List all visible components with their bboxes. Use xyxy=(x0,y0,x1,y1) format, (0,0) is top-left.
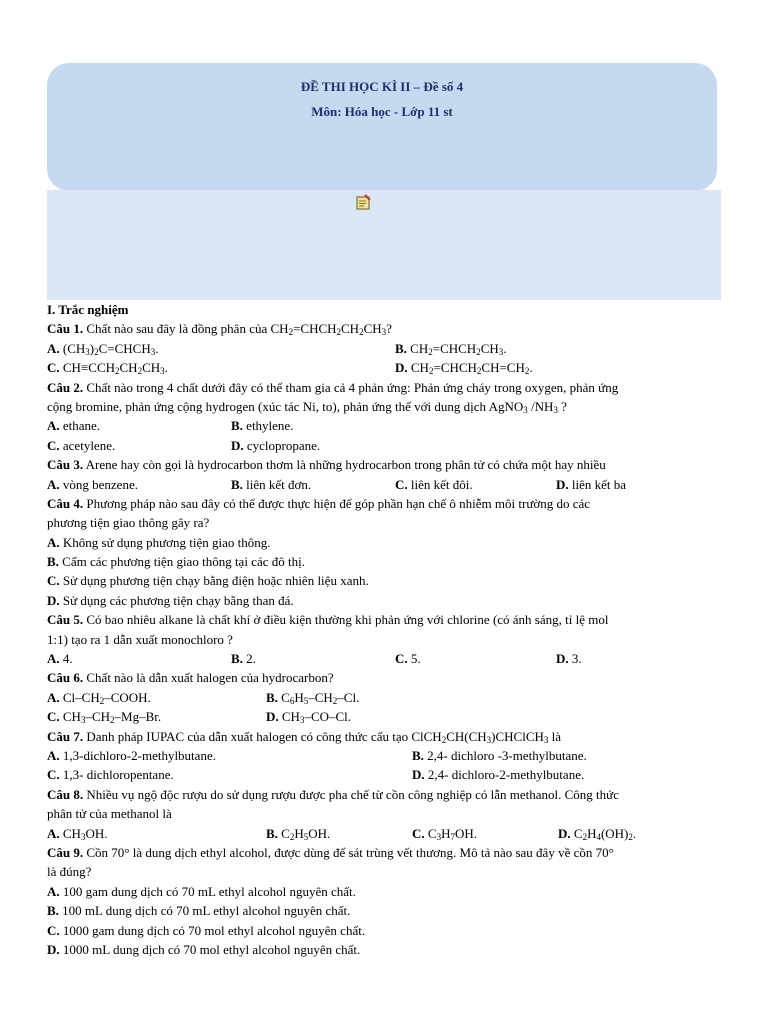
option-c[interactable]: C. acetylene. xyxy=(47,437,116,453)
question-8: Câu 8. Nhiều vụ ngộ độc rượu do sử dụng rượu được pha chế từ cồn công nghiệp có lẫn methanol. Công thức xyxy=(47,786,619,802)
option-b[interactable]: B. liên kết đơn. xyxy=(231,476,312,492)
option-a[interactable]: A. 100 gam dung dịch có 70 mL ethyl alcohol nguyên chất. xyxy=(47,883,356,899)
option-c[interactable]: C. $CH_3-CH_2-Mg-Br$. xyxy=(47,709,162,726)
question-9: Câu 9. Cồn 70° là dung dịch ethyl alcohol, được dùng để sát trùng vết thương. Mô tả nào sau đây về cồn 70° xyxy=(47,844,614,860)
question-3: Câu 3. Arene hay còn gọi là hydrocarbon thơm là những hydrocarbon trong phân tử có chứa một hay nhiều xyxy=(47,457,606,473)
option-b[interactable]: B. $C_6H_5-CH_2-Cl$. xyxy=(266,689,360,706)
option-d[interactable]: D. liên kết ba xyxy=(556,476,627,492)
question-6: Câu 6. Chất nào là dẫn xuất halogen của hydrocarbon? xyxy=(47,670,334,686)
option-a[interactable]: A. $Cl-CH_2$–COOH. xyxy=(47,689,151,706)
option-b[interactable]: B. 2. xyxy=(231,651,256,667)
question-7: Câu 7. Danh pháp IUPAC của dẫn xuất halogen có công thức cấu tạo $ClCH_2CH(CH_3)CHClCH_3$ là xyxy=(47,728,562,745)
option-b[interactable]: B. 2,4- dichloro -3-methylbutane. xyxy=(412,747,587,763)
option-a[interactable]: A. Không sử dụng phương tiện giao thông. xyxy=(47,534,271,550)
note-pencil-icon xyxy=(355,193,373,211)
option-c[interactable]: C. $C_3H_7OH$. xyxy=(412,825,477,842)
question-4: Câu 4. Phương pháp nào sau đây có thể được thực hiện để góp phần hạn chế ô nhiễm môi trường do các xyxy=(47,495,591,511)
option-d[interactable]: D. Sử dụng các phương tiện chạy bằng than đá. xyxy=(47,592,294,608)
option-c[interactable]: C. liên kết đôi. xyxy=(395,476,473,492)
option-c[interactable]: C. 1000 gam dung dịch có 70 mol ethyl alcohol nguyên chất. xyxy=(47,922,366,938)
option-a[interactable]: A. ethane. xyxy=(47,418,101,434)
option-d[interactable]: D. 3. xyxy=(556,651,582,667)
option-b[interactable]: B. Cấm các phương tiện giao thông tại các đô thị. xyxy=(47,554,305,570)
option-b[interactable]: B. ethylene. xyxy=(231,418,294,434)
question-2: Câu 2. Chất nào trong 4 chất dưới đây có thể tham gia cả 4 phản ứng: Phản ứng cháy trong oxygen, phản ứng xyxy=(47,379,619,395)
option-b[interactable]: B. $CH_2=CHCH_2CH_3$. xyxy=(395,340,507,357)
option-a[interactable]: A. 4. xyxy=(47,651,73,667)
option-b[interactable]: B. $C_2H_5OH$. xyxy=(266,825,331,842)
option-c[interactable]: C. 5. xyxy=(395,651,421,667)
option-d[interactable]: D. 1000 mL dung dịch có 70 mol ethyl alcohol nguyên chất. xyxy=(47,941,361,957)
option-a[interactable]: A. 1,3-dichloro-2-methylbutane. xyxy=(47,747,216,763)
option-d[interactable]: D. $CH_3-CO-Cl$. xyxy=(266,709,352,726)
exam-content: I. Trắc nghiệm Câu 1. Chất nào sau đây là đồng phân của $CH_2=CHCH_2CH_2CH_3$? A. $(CH_3)_2C=CHCH_3$. B. $CH_2=CHCH_2CH_3$. C. $CH\equiv CCH_2CH_2CH_3$. D. $CH_2=CHCH_2CH=CH_2$. Câu 2. Chất nào trong 4 chất dưới đây có thể tham gia cả 4 phản ứng: Phản ứng cháy trong oxygen, phản ứng cộng bromine, phản ứng cộng hydrogen (xúc tác Ni, to), phản ứng thế với dung dịch AgNO$_3$ $/NH_3$ ? A. ethane. B. ethylene. C. acetylene. D. cyclopropane. Câu 3. Arene hay còn gọi là hydrocarbon thơm là những hydrocarbon trong phân tử có chứa một hay nhiều A. vòng benzene. B. liên kết đơn. C. liên kết đôi. D. liên kết ba Câu 4. Phương pháp nào sau đây có thể được thực hiện để góp phần hạn chế ô nhiễm môi trường do các phương tiện giao thông gây ra? A. Không sử dụng phương tiện giao thông. B. Cấm các phương tiện giao thông tại các đô thị. C. Sử dụng phương tiện chạy bằng điện hoặc nhiên liệu xanh. D. Sử dụng các phương tiện chạy bằng than đá. Câu 5. Có bao nhiêu alkane là chất khí ở điều kiện thường khi phản ứng với chlorine (có ánh sáng, tỉ lệ mol 1:1) tạo ra 1 dẫn xuất monochloro ? A. 4. B. 2. C. 5. D. 3. Câu 6. Chất nào là dẫn xuất halogen của hydrocarbon? A. $Cl-CH_2$–COOH. B. $C_6H_5-CH_2-Cl$. C. $CH_3-CH_2-Mg-Br$. D. $CH_3-CO-Cl$. Câu 7. Danh pháp IUPAC của dẫn xuất halogen có công thức cấu tạo $ClCH_2CH(CH_3)CHClCH_3$ là A. 1,3-dichloro-2-methylbutane. B. 2,4- dichloro -3-methylbutane. C. 1,3- dichloropentane. D. 2,4- dichloro-2-methylbutane. Câu 8. Nhiều vụ ngộ độc rượu do sử dụng rượu được pha chế từ cồn công nghiệp có lẫn methanol. Công thức phân tử của methanol là A. $CH_3OH$. B. $C_2H_5OH$. C. $C_3H_7OH$. D. $C_2H_4(OH)_2$. Câu 9. Cồn 70° là dung dịch ethyl alcohol, được dùng để sát trùng vết thương. Mô tả nào sau đây về cồn 70° là đúng? A. 100 gam dung dịch có 70 mL ethyl alcohol nguyên chất. B. 100 mL dung dịch có 70 mL ethyl alcohol nguyên chất. C. 1000 gam dung dịch có 70 mol ethyl alcohol nguyên chất. D. 1000 mL dung dịch có 70 mol ethyl alcohol nguyên chất. xyxy=(47,300,727,959)
exam-subtitle: Môn: Hóa học - Lớp 11 st xyxy=(311,104,453,119)
option-a[interactable]: A. $(CH_3)_2C=CHCH_3$. xyxy=(47,340,159,357)
option-d[interactable]: D. $CH_2=CHCH_2CH=CH_2$. xyxy=(395,360,533,377)
option-c[interactable]: C. $CH\equiv CCH_2CH_2CH_3$. xyxy=(47,360,168,377)
question-5: Câu 5. Có bao nhiêu alkane là chất khí ở điều kiện thường khi phản ứng với chlorine (có ánh sáng, tỉ lệ mol xyxy=(47,612,609,628)
option-b[interactable]: B. 100 mL dung dịch có 70 mL ethyl alcohol nguyên chất. xyxy=(47,903,351,919)
option-d[interactable]: D. 2,4- dichloro-2-methylbutane. xyxy=(412,767,585,783)
question-1: Câu 1. Chất nào sau đây là đồng phân của $CH_2=CHCH_2CH_2CH_3$? xyxy=(47,321,392,338)
header-band xyxy=(47,190,721,300)
option-a[interactable]: A. $CH_3OH$. xyxy=(47,825,108,842)
option-c[interactable]: C. 1,3- dichloropentane. xyxy=(47,767,174,783)
header-box xyxy=(47,63,717,191)
option-c[interactable]: C. Sử dụng phương tiện chạy bằng điện hoặc nhiên liệu xanh. xyxy=(47,573,369,589)
section-heading: I. Trắc nghiệm xyxy=(47,302,129,317)
option-d[interactable]: D. cyclopropane. xyxy=(231,437,321,453)
exam-title: ĐỀ THI HỌC KÌ II – Đề số 4 xyxy=(300,79,464,94)
option-d[interactable]: D. $C_2H_4(OH)_2$. xyxy=(558,825,637,842)
option-a[interactable]: A. vòng benzene. xyxy=(47,476,138,492)
